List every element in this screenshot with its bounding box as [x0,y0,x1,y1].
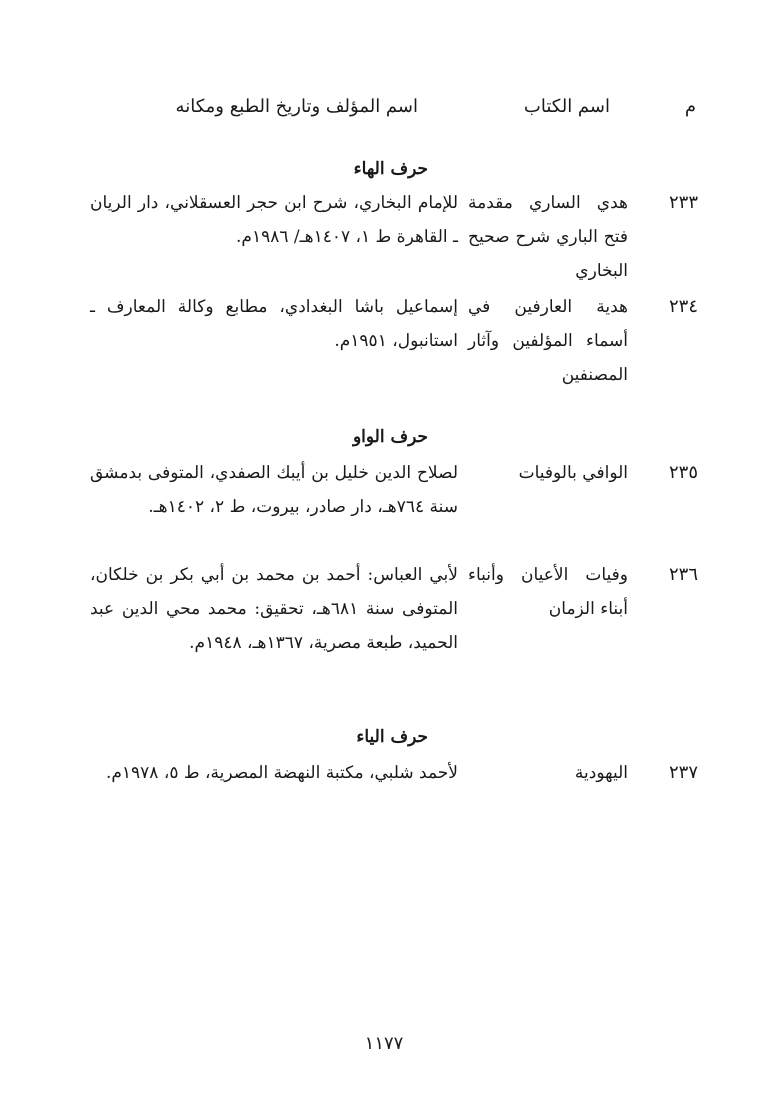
entry-author: لأحمد شلبي، مكتبة النهضة المصرية، ط ٥، ١٩٧٨م. [105,763,458,783]
section-title-haa: حرف الهاء [353,159,428,179]
entry-number: ٢٣٤ [668,296,698,317]
entry-number: ٢٣٣ [668,192,698,213]
column-header-author: اسم المؤلف وتاريخ الطبع ومكانه [175,96,418,117]
entry-number: ٢٣٦ [668,564,698,585]
entry-book: وفيات الأعيان وأنباء أبناء الزمان [468,565,628,619]
entry-book: هدي الساري مقدمة فتح الباري شرح صحيح البخاري [468,193,628,281]
entry-book: اليهودية [574,763,628,783]
column-header-book: اسم الكتاب [523,96,610,117]
entry-author: إسماعيل باشا البغدادي، مطابع وكالة المعارف ـ استانبول، ١٩٥١م. [90,297,458,351]
entry-author: لصلاح الدين خليل بن أيبك الصفدي، المتوفى بدمشق سنة ٧٦٤هـ، دار صادر، بيروت، ط ٢، ١٤٠٢هـ. [90,463,458,517]
entry-book: الوافي بالوفيات [518,463,628,483]
page-number: ١١٧٧ [364,1033,404,1054]
entry-author: لأبي العباس: أحمد بن محمد بن أبي بكر بن خلكان، المتوفى سنة ٦٨١هـ، تحقيق: محمد محي الدين عبد الحميد، طبعة مصرية، ١٣٦٧هـ، ١٩٤٨م. [90,565,458,653]
section-title-yaa: حرف الياء [356,727,428,747]
entry-author: للإمام البخاري، شرح ابن حجر العسقلاني، دار الريان ـ القاهرة ط ١، ١٤٠٧هـ/ ١٩٨٦م. [90,193,458,247]
section-title-waw: حرف الواو [352,427,428,447]
entry-book: هدية العارفين في أسماء المؤلفين وآثار المصنفين [468,297,628,385]
column-header-number: م [684,96,696,117]
entry-number: ٢٣٧ [668,762,698,783]
entry-number: ٢٣٥ [668,462,698,483]
